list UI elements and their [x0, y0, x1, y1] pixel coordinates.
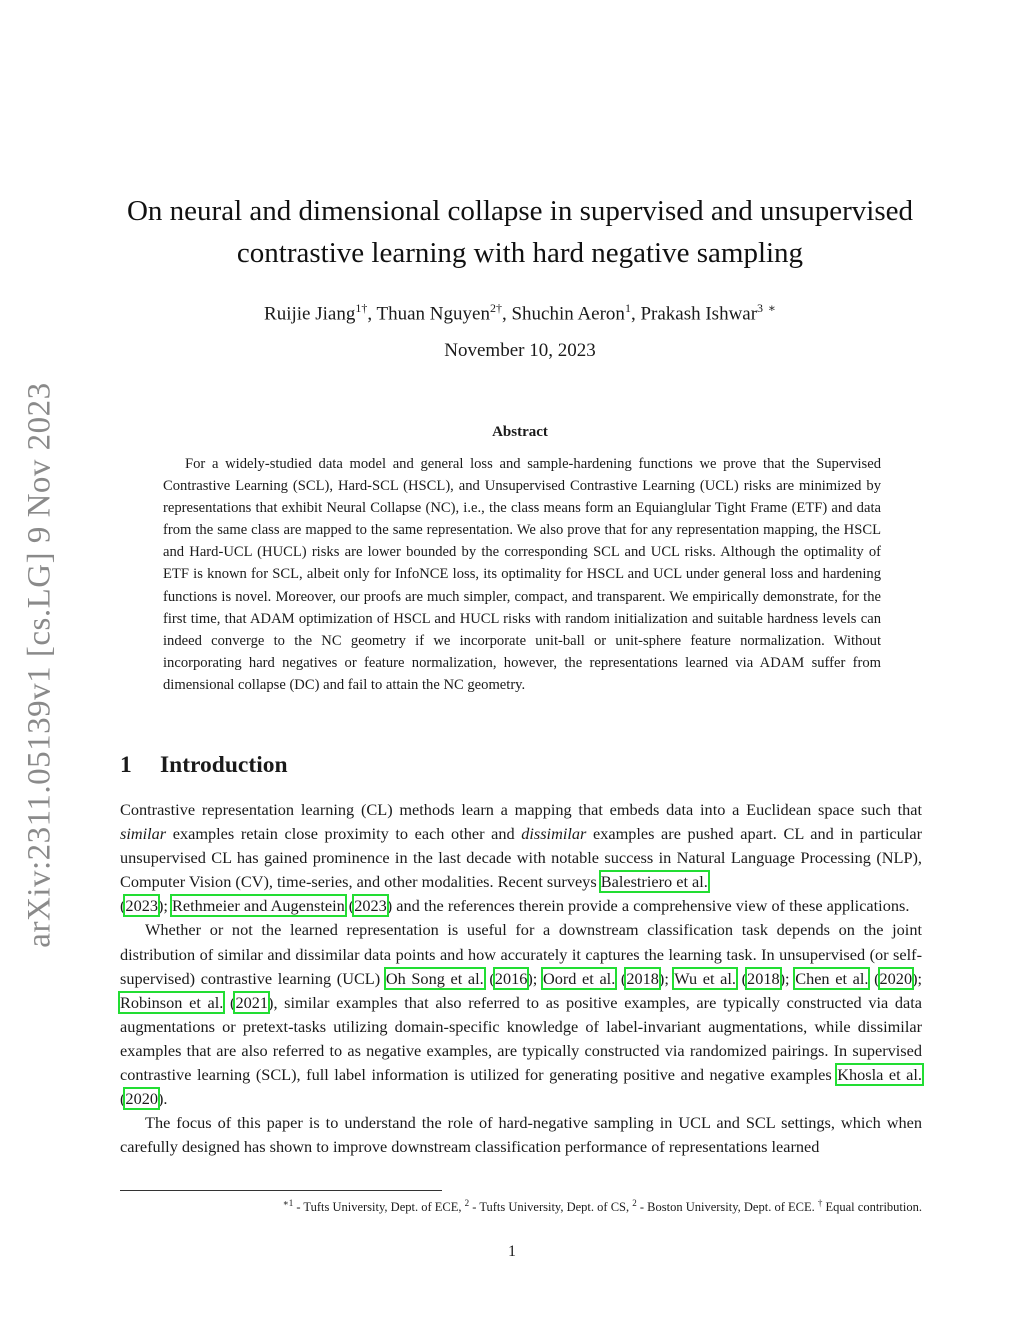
title-line-2: contrastive learning with hard negative sampling [236, 237, 804, 269]
author-name: Prakash Ishwar [640, 303, 758, 325]
footnote-text: - Boston University, Dept. of ECE. [636, 1200, 818, 1215]
citation-link[interactable]: Balestriero et al. [600, 872, 708, 892]
section-number: 1 [120, 752, 132, 778]
footnote-mark: ∗1 [282, 1198, 294, 1208]
page-number: 1 [508, 1243, 516, 1260]
footnote-mark: 2 [632, 1198, 637, 1208]
paragraph: Whether or not the learned representation is useful for a downstream classification task depends on the joint distribution of similar and dissimilar data points and how accurately it captures the learning task. In unsupervised (or self-supervised) contrastive learning (UCL) Oh Song et al. (2016); Oord et al. (2018); Wu et al. (2018); Chen et al. (2020); Robinson et al. (2021), similar examples that also referred to as positive examples, are typically constructed via data augmentations or pretext-tasks utilizing domain-specific knowledge of label-invariant augmentations, while dissimilar examples that are also referred to as negative examples, are typically constructed via randomized pairings. In supervised contrastive learning (SCL), full label information is utilized for generating positive and negative examples Khosla et al. (2020). [120, 920, 923, 1109]
text-run: examples retain close proximity to each other and [166, 824, 522, 844]
abstract-text: For a widely-studied data model and general loss and sample-hardening functions we prove that the Supervised Contrastive Learning (SCL), Hard-SCL (HSCL), and Unsupervised Contrastive Learning (UCL) risks are minimized by representations that exhibit Neural Collapse (NC), i.e., the class means form an Equianglular Tight Frame (ETF) and data from the same class are mapped to the same representation. We also prove that for any representation mapping, the HSCL and Hard-UCL (HUCL) risks are lower bounded by the corresponding SCL and UCL risks. Although the optimality of ETF is known for SCL, albeit only for InfoNCE loss, its optimality for HSCL and UCL under general loss and hardening functions is novel. Moreover, our proofs are much simpler, compact, and transparent. We empirically demonstrate, for the first time, that ADAM optimization of HSCL and HUCL risks with random initialization and suitable hardness levels can indeed converge to the NC geometry if we incorporate unit-ball or unit-sphere feature normalization. Without incorporating hard negatives or feature normalization, however, the representations learned via ADAM suffer from dimensional collapse (DC) and fail to attain the NC geometry. [163, 456, 881, 693]
text-run: and the references therein provide a comprehensive view of these applications. [392, 896, 910, 916]
text-run: Whether or not the learned representation is useful for a downstream classification task depends on the joint distribution of similar and dissimilar data points and how accurately it captures the learning task. In unsupervised (or self-supervised) contrastive learning (UCL) [120, 920, 922, 988]
author-name: Shuchin Aeron [511, 303, 625, 325]
citation-link[interactable]: Oord et al. [542, 968, 616, 988]
footnote-text: Equal contribution. [822, 1200, 922, 1215]
citation-year-link[interactable]: 2023 [125, 896, 158, 916]
footnote-divider [120, 1190, 442, 1191]
author-affiliation-mark: 1† [355, 301, 368, 315]
citation-link[interactable]: Chen et al. [795, 968, 869, 988]
citation-link[interactable]: Rethmeier and Augenstein [172, 896, 345, 916]
publication-date: November 10, 2023 [444, 340, 596, 361]
citation-link[interactable]: Khosla et al. [837, 1065, 922, 1085]
citation-link[interactable]: Wu et al. [674, 968, 736, 988]
author-affiliation-mark: 1 [624, 301, 631, 315]
footnote-text: - Tufts University, Dept. of ECE, [293, 1200, 465, 1215]
author-affiliation-mark: 2† [489, 301, 502, 315]
affiliation-footnote [120, 1194, 922, 1216]
citation-year-link[interactable]: 2020 [125, 1089, 158, 1109]
citation-year-link[interactable]: 2016 [494, 968, 528, 988]
citation-link[interactable]: Oh Song et al. [385, 968, 484, 988]
author-list: Ruijie Jiang$^{1\dagger}$, Thuan Nguyen$^{2\dagger}$, Shuchin Aeron$^1$, Prakash Ishwar$^3$ ∗ [264, 301, 776, 325]
author-affiliation-mark: 3 [757, 301, 764, 315]
introduction-body [120, 798, 922, 1159]
title-line-1: On neural and dimensional collapse in supervised and unsupervised [126, 195, 914, 227]
citation-year-link[interactable]: 2021 [235, 992, 269, 1012]
text-run: ; [163, 896, 173, 916]
text-run: , similar examples that also referred to as positive examples, are typically constructed via data augmentations or pretext-tasks utilizing domain-specific knowledge of label-invariant augmentations, while dissimilar examples that are also referred to as negative examples, are typically constructed via randomized pairings. In supervised contrastive learning (SCL), full label information is utilized for generating positive and negative examples [120, 992, 923, 1085]
text-run: . [163, 1089, 168, 1109]
citation-year-link[interactable]: 2020 [879, 968, 913, 988]
emphasis-text: dissimilar [521, 824, 587, 844]
citation-year-link[interactable]: 2018 [747, 968, 780, 988]
paragraph: The focus of this paper is to understand the role of hard-negative sampling in UCL and SCL settings, which when carefully designed has shown to improve downstream classification performance of representations learned [120, 1113, 922, 1157]
footnote-mark: † [817, 1198, 823, 1208]
citation-link[interactable]: Robinson et al. [120, 992, 224, 1012]
arxiv-id-text: arXiv:2311.05139v1 [cs.LG] 9 Nov 2023 [21, 382, 58, 948]
emphasis-text: similar [120, 824, 167, 844]
section-heading [120, 752, 288, 779]
footnote-mark: 2 [464, 1198, 470, 1208]
author-name: Ruijie Jiang [264, 303, 356, 325]
author-name: Thuan Nguyen [376, 303, 490, 325]
section-title: Introduction [160, 752, 288, 778]
paper-title [100, 190, 940, 274]
text-run: examples are pushed apart. CL and in particular unsupervised CL has gained prominence in the last decade with notable success in Natural Language Processing (NLP), Computer Vision (CV), time-series, and other modalities. Recent surveys [120, 824, 923, 892]
citation-year-link[interactable]: 2018 [626, 968, 659, 988]
text-run: Contrastive representation learning (CL) methods learn a mapping that embeds data into a Euclidean space such that [120, 800, 922, 819]
abstract-heading: Abstract [492, 424, 548, 440]
corresponding-footnote-mark[interactable]: ∗ [767, 301, 776, 315]
footnote-text: - Tufts University, Dept. of CS, [469, 1200, 633, 1215]
citation-year-link[interactable]: 2023 [354, 896, 387, 916]
paragraph: Contrastive representation learning (CL) methods learn a mapping that embeds data into a Euclidean space such that similar examples retain close proximity to each other and dissimilar examples are pushed apart. CL and in particular unsupervised CL has gained prominence in the last decade with notable success in Natural Language Processing (NLP), Computer Vision (CV), time-series, and other modalities. Recent surveys Balestriero et al. (2023); Rethmeier and Augenstein (2023) and the references therein provide a comprehensive view of these applications. [120, 800, 923, 916]
